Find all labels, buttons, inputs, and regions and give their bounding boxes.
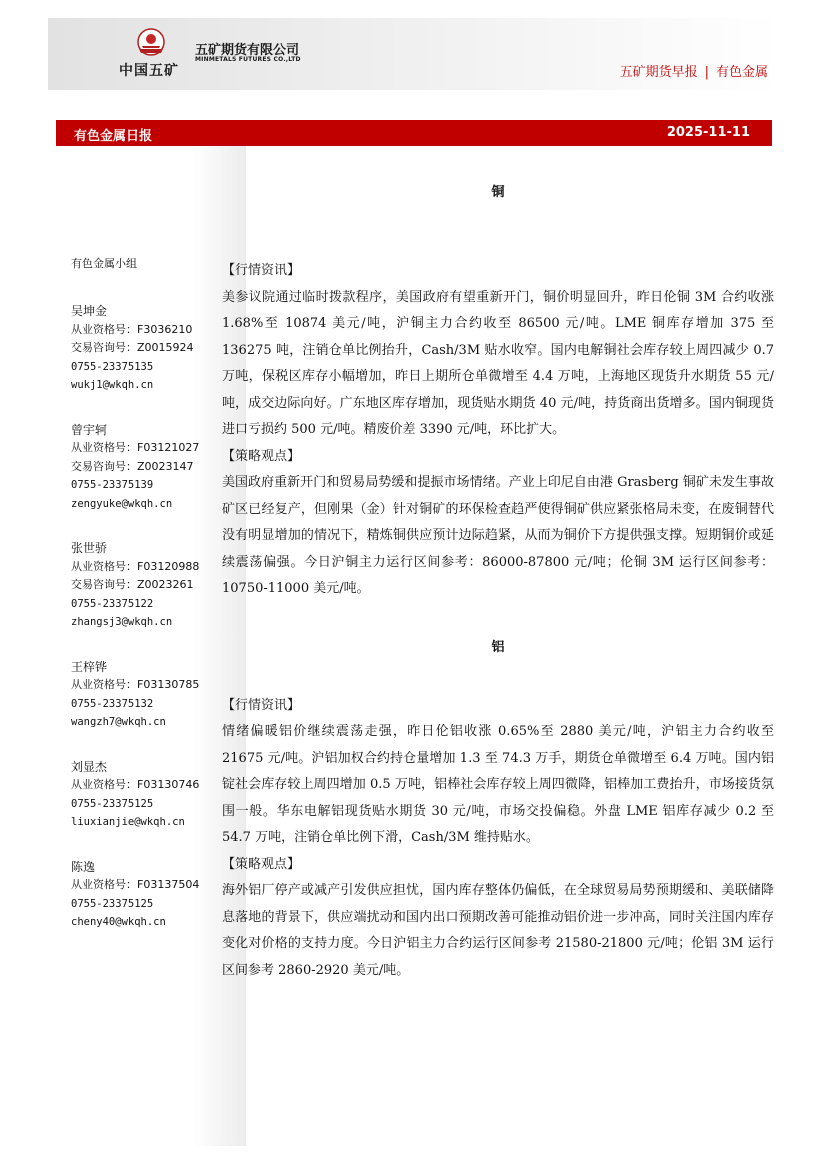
analyst-qualification: 从业资格号：F03120988 bbox=[71, 559, 200, 573]
analyst-email[interactable]: wukj1@wkqh.cn bbox=[71, 379, 154, 391]
analyst-qualification: 从业资格号：F03130785 bbox=[71, 678, 200, 691]
analyst-phone: 0755-23375125 bbox=[71, 797, 154, 810]
strategy-text: 美国政府重新开门和贸易局势缓和提振市场情绪。产业上印尼自由港 Grasberg 铜矿未发生事故矿区已经复产，但刚果（金）针对铜矿的环保检查趋严使得铜矿供应紧张格局未变，在废铜替代没有明显增加的情况下，精炼铜供应预计边际趋紧，从而为铜价下方提供强支撑。短期铜价或延续震荡偏强。今日沪铜主力运行区间参考：86000-87800 元/吨；伦铜 3M 运行区间参考：10750-11000 美元/吨。 bbox=[222, 475, 774, 596]
analyst-qualification: 从业资格号：F03137504 bbox=[71, 878, 200, 891]
analyst-consult-number: 交易咨询号：Z0023261 bbox=[71, 578, 194, 591]
analyst-email[interactable]: wangzh7@wkqh.cn bbox=[71, 716, 166, 728]
analyst-email[interactable]: zengyuke@wkqh.cn bbox=[71, 497, 173, 510]
copper-section bbox=[222, 180, 774, 603]
title-bar bbox=[56, 120, 772, 146]
strategy-heading: 【策略观点】 bbox=[222, 448, 301, 464]
market-info-text: 情绪偏暖铝价继续震荡走强，昨日伦铝收涨 0.65%至 2880 美元/吨，沪铝主力合约收至 21675 元/吨。沪铝加权合约持仓量增加 1.3 至 74.3 万手，期货仓单微增至 6.4 万吨。国内铝锭社会库存较上周四增加 0.5 万吨，铝棒社会库存较上周四微降，铝棒加工费抬升，市场接货氛围一般。华东电解铝现货贴水期货 30 元/吨，市场交投偏稳。外盘 LME 铝库存减少 0.2 至 54.7 万吨，注销仓单比例下滑，Cash/3M 维持贴水。 bbox=[222, 724, 774, 845]
report-title: 有色金属日报 bbox=[74, 129, 153, 144]
analyst-phone: 0755-23375125 bbox=[71, 897, 154, 910]
section-title-aluminum: 铝 bbox=[491, 639, 505, 655]
market-info-heading: 【行情资讯】 bbox=[222, 697, 301, 713]
analyst-name: 王梓铧 bbox=[71, 659, 108, 674]
analyst-qualification: 从业资格号：F03121027 bbox=[71, 441, 200, 454]
market-info-heading: 【行情资讯】 bbox=[222, 263, 301, 278]
analyst-consult-number: 交易咨询号：Z0023147 bbox=[71, 459, 194, 473]
header-separator: | bbox=[704, 65, 709, 80]
team-name: 有色金属小组 bbox=[71, 257, 137, 270]
analyst-name: 刘显杰 bbox=[71, 759, 108, 774]
report-date: 2025-11-11 bbox=[666, 125, 750, 140]
analyst-card bbox=[71, 658, 241, 732]
aluminum-section bbox=[222, 635, 774, 985]
logo-text: 中国五矿 bbox=[119, 63, 179, 79]
analyst-card bbox=[71, 421, 241, 514]
analyst-phone: 0755-23375132 bbox=[71, 697, 154, 710]
analyst-name: 陈逸 bbox=[71, 859, 96, 874]
report-body bbox=[222, 180, 774, 984]
analyst-name: 曾宇轲 bbox=[71, 422, 108, 437]
analyst-name: 吴坤金 bbox=[71, 304, 108, 318]
analyst-phone: 0755-23375135 bbox=[71, 360, 154, 373]
header-report-label bbox=[620, 61, 768, 80]
analyst-sidebar bbox=[71, 256, 241, 958]
section-title-copper: 铜 bbox=[491, 185, 505, 200]
report-type: 五矿期货早报 bbox=[619, 65, 698, 80]
minmetals-logo-icon bbox=[133, 25, 169, 61]
analyst-card bbox=[71, 858, 241, 932]
analyst-email[interactable]: zhangsj3@wkqh.cn bbox=[71, 616, 173, 628]
analyst-card bbox=[71, 302, 241, 395]
analyst-phone: 0755-23375139 bbox=[71, 479, 154, 491]
market-info-text: 美参议院通过临时拨款程序，美国政府有望重新开门，铜价明显回升，昨日伦铜 3M 合约收涨 1.68%至 10874 美元/吨，沪铜主力合约收至 86500 元/吨。LME 铜库存增加 375 至 136275 吨，注销仓单比例抬升，Cash/3M 贴水收窄。国内电解铜社会库存较上周四减少 0.7 万吨，保税区库存小幅增加，昨日上期所仓单微增至 4.4 万吨，上海地区现货升水期货 55 元/吨，成交边际向好。广东地区库存增加，现货贴水期货 40 元/吨，持货商出货增多。国内铜现货进口亏损约 500 元/吨。精废价差 3390 元/吨，环比扩大。 bbox=[222, 289, 774, 437]
analyst-name: 张世骄 bbox=[71, 541, 108, 555]
analyst-email[interactable]: cheny40@wkqh.cn bbox=[71, 916, 166, 928]
analyst-card bbox=[71, 539, 241, 632]
report-category: 有色金属 bbox=[715, 65, 768, 80]
analyst-card bbox=[71, 758, 241, 832]
strategy-heading: 【策略观点】 bbox=[222, 856, 301, 872]
analyst-consult-number: 交易咨询号：Z0015924 bbox=[71, 341, 194, 354]
company-name-en: MINMETALS FUTURES CO.,LTD bbox=[195, 56, 301, 63]
analyst-email[interactable]: liuxianjie@wkqh.cn bbox=[71, 816, 185, 828]
strategy-text: 海外铝厂停产或减产引发供应担忧，国内库存整体仍偏低，在全球贸易局势预期缓和、美联储降息落地的背景下，供应端扰动和国内出口预期改善可能推动铝价进一步冲高，同时关注国内库存变化对价格的支持力度。今日沪铝主力合约运行区间参考 21580-21800 元/吨；伦铝 3M 运行区间参考 2860-2920 美元/吨。 bbox=[222, 883, 774, 978]
company-name-cn: 五矿期货有限公司 bbox=[195, 43, 300, 58]
analyst-qualification: 从业资格号：F03130746 bbox=[71, 778, 200, 791]
analyst-qualification: 从业资格号：F3036210 bbox=[71, 322, 193, 336]
analyst-phone: 0755-23375122 bbox=[71, 597, 154, 610]
